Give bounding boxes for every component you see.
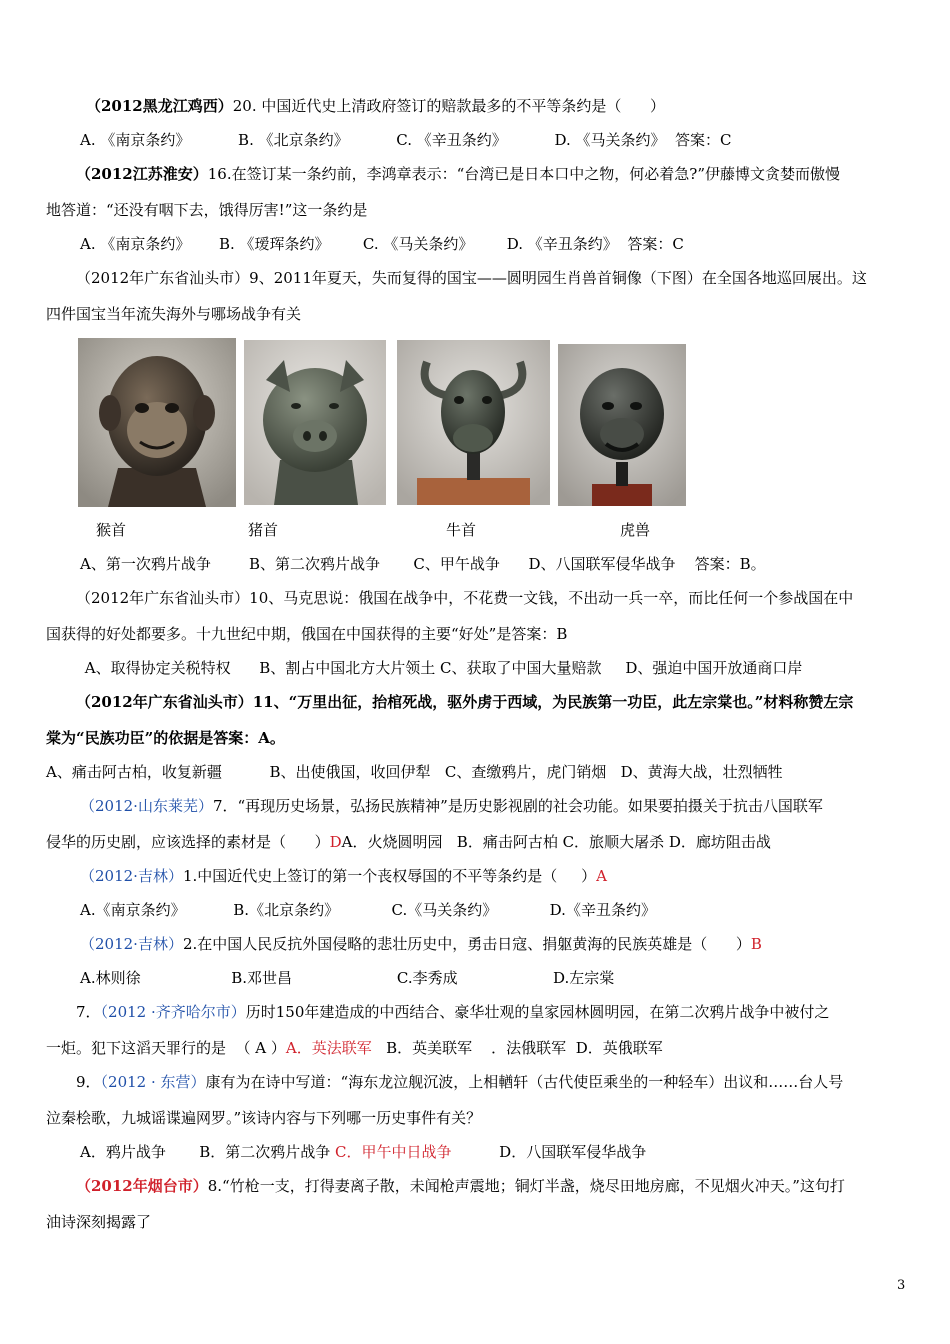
q7b-stem2-post: B．英美联军 ．法俄联军 D．英俄联军 (371, 1039, 663, 1057)
q2-source: （2012·吉林） (80, 935, 183, 953)
ox-head-photo (397, 340, 550, 505)
q9b-num: 9． (76, 1073, 101, 1091)
q9-stem1: （2012年广东省汕头市）9、2011年夏天，失而复得的国宝——圆明园生肖兽首铜像（下图）在全国各地巡回展出。这 (76, 269, 867, 287)
q11-stem1: （2012年广东省汕头市）11、“万里出征，抬棺死战，驱外虏于西域，为民族第一功臣，此左宗棠也。”材料称赞左宗 (76, 693, 854, 711)
q8-line1 (76, 1176, 845, 1196)
q7a-stem1: 7．“再现历史场景，弘扬民族精神”是历史影视剧的社会功能。如果要拍摄关于抗击八国联军 (212, 797, 823, 815)
caption-ox: 牛首 (446, 521, 477, 539)
page-number: 3 (897, 1278, 906, 1293)
q2-options: A.林则徐 B.邓世昌 C.李秀成 D.左宗棠 (80, 969, 615, 987)
pig-head-photo (244, 340, 386, 505)
q20-line1 (86, 96, 665, 116)
q1-answer: A (596, 867, 607, 885)
q7a-stem2-post: A．火烧圆明园 B．痛击阿古柏 C．旅顺大屠杀 D．廊坊阻击战 (341, 833, 771, 851)
q8-source: （2012年烟台市） (76, 1177, 208, 1195)
q8-stem2: 油诗深刻揭露了 (46, 1213, 152, 1231)
q9b-stem1: 康有为在诗中写道：“海东龙泣舰沉波，上相輶轩（古代使臣乘坐的一种轻车）出议和……台人号 (205, 1073, 844, 1091)
q16-line1 (76, 164, 840, 184)
q2-answer: B (750, 935, 762, 953)
q7b-num: 7． (76, 1003, 101, 1021)
q7b-answer: A．英法联军 (285, 1039, 372, 1057)
q7b-line1 (76, 1002, 829, 1022)
q11-options: A、痛击阿古柏，收复新疆 B、出使俄国，收回伊犁 C、查缴鸦片，虎门销烟 D、黄海大战，壮烈牺牲 (46, 763, 783, 781)
q9b-line3 (80, 1142, 646, 1162)
caption-pig: 猪首 (248, 521, 279, 539)
q9b-line1 (76, 1072, 843, 1092)
q20-options: A. 《南京条约》 B. 《北京条约》 C. 《辛丑条约》 D. 《马关条约》 答案：C (80, 131, 732, 149)
q7a-stem2-pre: 侵华的历史剧，应该选择的素材是（ ） (46, 833, 330, 851)
q16-stem2: 地答道：“还没有咽下去，饿得厉害!”这一条约是 (46, 201, 368, 219)
q10-options: A、取得协定关税特权 B、割占中国北方大片领土 C、获取了中国大量赔款 D、强迫中国开放通商口岸 (80, 659, 803, 677)
q1-stem: 1.中国近代史上签订的第一个丧权辱国的不平等条约是（ ） (182, 867, 597, 885)
q10-stem1: （2012年广东省汕头市）10、马克思说：俄国在战争中，不花费一文钱，不出动一兵一卒，而比任何一个参战国在中 (76, 589, 854, 607)
caption-tiger: 虎兽 (620, 521, 651, 539)
monkey-head-photo (78, 338, 236, 507)
q1-options: A.《南京条约》 B.《北京条约》 C.《马关条约》 D.《辛丑条约》 (80, 901, 656, 919)
q9-options: A、第一次鸦片战争 B、第二次鸦片战争 C、甲午战争 D、八国联军侵华战争 答案：B。 (80, 555, 766, 573)
q7b-stem2-pre: 一炬。犯下这滔天罪行的是 （ A ） (46, 1039, 286, 1057)
q1-source: （2012·吉林） (80, 867, 183, 885)
q11-stem2: 棠为“民族功臣”的依据是答案：A。 (46, 729, 285, 747)
q8-stem1: 8.“竹枪一支，打得妻离子散，未闻枪声震地；铜灯半盏，烧尽田地房廊，不见烟火冲天。”这句打 (207, 1177, 845, 1195)
q7b-stem1: 历时150年建造成的中西结合、豪华壮观的皇家园林圆明园，在第二次鸦片战争中被付之 (245, 1003, 830, 1021)
q7a-line1 (80, 796, 823, 816)
q9b-source: （2012 · 东营） (100, 1073, 206, 1091)
caption-monkey: 猴首 (96, 521, 127, 539)
q1-line1 (80, 866, 607, 886)
tiger-head-photo (558, 344, 686, 506)
q16-options: A. 《南京条约》 B. 《瑷珲条约》 C. 《马关条约》 D. 《辛丑条约》 答案：C (80, 235, 684, 253)
q16-stem1: 16.在签订某一条约前，李鸿章表示：“台湾已是日本口中之物，何必着急?”伊藤博文贪婪而傲慢 (207, 165, 840, 183)
q2-line1 (80, 934, 762, 954)
q20-stem: 20. 中国近代史上清政府签订的赔款最多的不平等条约是（ ） (232, 97, 665, 115)
q7b-line2 (46, 1038, 663, 1058)
q20-source: （2012黑龙江鸡西） (86, 97, 233, 115)
q2-stem: 2.在中国人民反抗外国侵略的悲壮历史中，勇击日寇、捐躯黄海的民族英雄是（ ） (182, 935, 751, 953)
q16-source: （2012江苏淮安） (76, 165, 208, 183)
q9b-options-post: D．八国联军侵华战争 (451, 1143, 647, 1161)
q9b-stem2: 泣秦桧歌，九城谣谍遍网罗。”该诗内容与下列哪一历史事件有关？ (46, 1109, 482, 1127)
q9-stem2: 四件国宝当年流失海外与哪场战争有关 (46, 305, 302, 323)
q9b-answer: C．甲午中日战争 (335, 1143, 452, 1161)
q7b-source: （2012 ·齐齐哈尔市） (100, 1003, 246, 1021)
q7a-source: （2012·山东莱芜） (80, 797, 213, 815)
q10-stem2: 国获得的好处都要多。十九世纪中期，俄国在中国获得的主要“好处”是答案：B (46, 625, 568, 643)
q7a-line2 (46, 832, 771, 852)
q7a-answer: D (329, 833, 342, 851)
q9b-options-pre: A．鸦片战争 B．第二次鸦片战争 (80, 1143, 336, 1161)
